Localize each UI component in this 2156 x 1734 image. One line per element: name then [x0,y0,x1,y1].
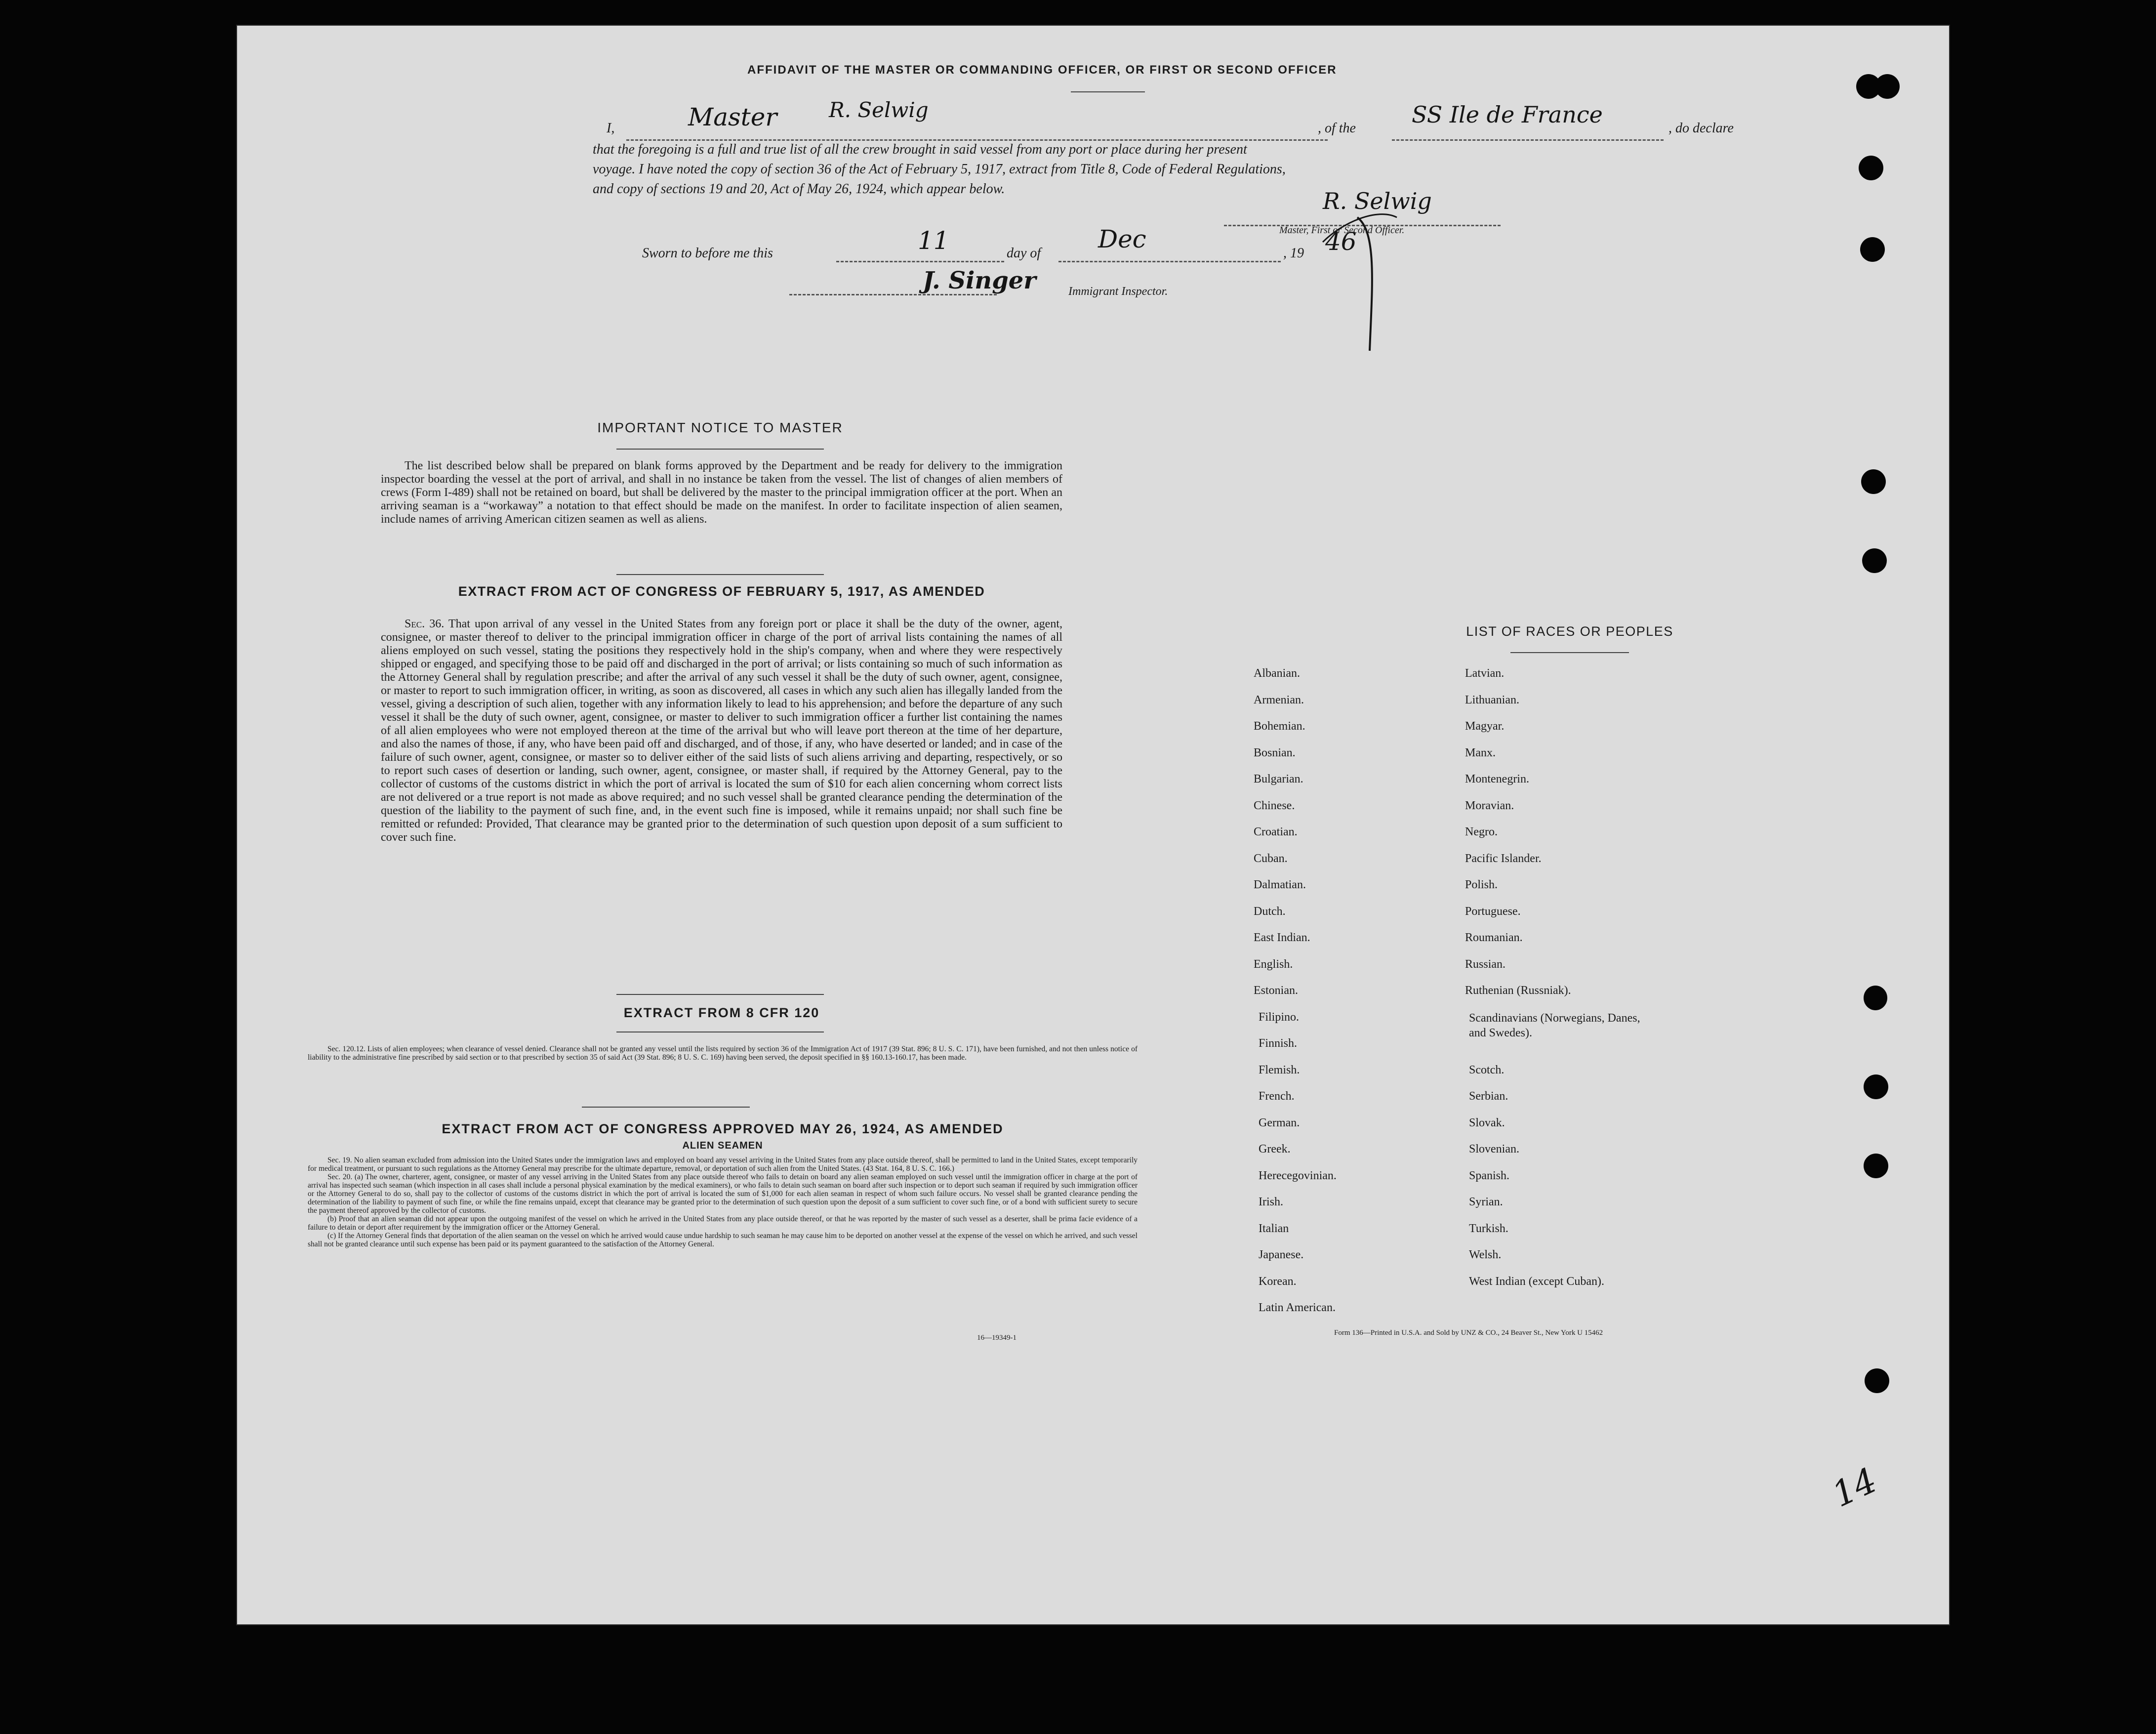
race-item: Manx. [1465,746,1496,759]
race-item: Polish. [1465,878,1498,891]
binder-hole [1860,237,1885,262]
race-item: Italian [1259,1222,1289,1235]
race-item: Dalmatian. [1254,878,1306,891]
race-item: Roumanian. [1465,931,1523,944]
month-line [1058,261,1281,262]
extract-1924-sec20a: Sec. 20. (a) The owner, charterer, agent, consignee, or master of any vessel arriving in the United States from any place outside thereof who fails to detain on board any alien seaman employed on such vessel until the immigration officer in charge at the port of arrival has inspected such seaman (which inspection in all cases shall include a personal physical examination by the medical examiners), or who fails to detain such seaman on board after such inspection or to deport such seaman if required by such immigration officer or the Attorney General to do so, shall pay to the collector of customs of the customs district in which the port of arrival is located the sum of $1,000 for each alien seaman in respect of whom such failure occurs. No vessel shall be granted clearance pending the determination of the liability to payment of such fine, or while the fine remains unpaid, except that clearance may be granted prior to the determination of such question upon the deposit of a sum sufficient to cover such fine, or of a bond with sufficient surety to secure the payment thereof approved by the collector of customs. [308,1173,1138,1215]
race-item: Herecegovinian. [1259,1169,1337,1182]
race-item: Irish. [1259,1196,1283,1208]
master-caption: Master, First or Second Officer. [1279,225,1405,236]
document-page [236,25,1950,1625]
race-item: Greek. [1259,1143,1291,1156]
race-item: Korean. [1259,1275,1297,1288]
extract-1917-title: EXTRACT FROM ACT OF CONGRESS OF FEBRUARY 5, 1917, AS AMENDED [458,584,985,599]
race-item: Serbian. [1469,1090,1508,1103]
race-item: Estonian. [1254,984,1298,997]
handwritten-page-number: 14 [1826,1460,1883,1515]
handwritten-year: 46 [1325,227,1357,256]
race-item: Portuguese. [1465,905,1521,918]
handwritten-master-signature: R. Selwig [829,98,929,122]
race-item: Negro. [1465,826,1498,838]
binder-hole [1862,548,1887,573]
affidavit-of-the: , of the [1318,121,1356,136]
extract-1924-title: EXTRACT FROM ACT OF CONGRESS APPROVED MAY 26, 1924, AS AMENDED [442,1121,1004,1136]
extract-1924-sec19: Sec. 19. No alien seaman excluded from admission into the United States under the immigration laws and employed on board any vessel arriving in the United States from any place outside thereof, shall be permitted to land in the United States, except temporarily for medical treatment, or pursuant to such regulations as the Attorney General may prescribe for the ultimate departure, removal, or deportation of such alien from the United States. (43 Stat. 164, 8 U. S. C. 166.) [308,1156,1138,1173]
inspector-caption: Immigrant Inspector. [1068,285,1168,298]
title-rule [1071,91,1145,92]
notice-end-rule [616,574,824,575]
extract-1917-body: That upon arrival of any vessel in the United States from any foreign port or place it shall be the duty of the owner, agent, consignee, or master thereof to deliver to the principal immigration officer in charge of the port of arrival lists containing the names of all aliens employed on such vessel, stating the positions they respectively hold in the ship's company, when and where they were respectively shipped or engaged, and specifying those to be paid off and discharged in the port of arrival; or lists containing so much of such information as the Attorney General shall by regulation prescribe; and after the arrival of any such vessel it shall be the duty of such owner, agent, consignee, or master to report to such immigration officer, in writing, as soon as discovered, all cases in which any such alien has illegally landed from the vessel, giving a description of such alien, together with any information likely to lead to his apprehension; and before the departure of any such vessel it shall be the duty of such owner, agent, consignee, or master to deliver to such immigration officer a further list containing the names of all alien employees who were not employed thereon at the time of the arrival but who will leave port thereon at the time of her departure, and also the names of those, if any, who have been paid off and discharged, and of those, if any, who have deserted or landed; and in case of the failure of such owner, agent, consignee, or master so to deliver either of the said lists of such aliens arriving and departing, respectively, or so to report such cases of desertion or landing, such owner, agent, consignee, or master shall, if required by the Attorney General, pay to the collector of customs of the customs district in which the port of arrival is located the sum of $10 for each alien concerning whom correct lists are not delivered or a true report is not made as above required; and no such vessel shall be granted clearance pending the determination of the question of the liability to the payment of such fine, and, in the event such fine is imposed, while it remains unpaid; nor shall such fine be remitted or refunded: Provided, That clearance may be granted prior to the determination of such question upon deposit of a sum sufficient to cover such fine. [381,618,1062,844]
race-item: Montenegrin. [1465,773,1529,785]
race-item: Syrian. [1469,1196,1503,1208]
race-item: Cuban. [1254,852,1288,865]
affidavit-line-2: that the foregoing is a full and true list of all the crew brought in said vessel from any port or place during her present [593,142,1247,157]
race-item: Turkish. [1469,1222,1508,1235]
extract-1917-text [381,618,1062,844]
race-item: Moravian. [1465,799,1514,812]
extract-1924-body [308,1156,1138,1248]
race-item: Flemish. [1259,1063,1300,1076]
sworn-prefix: Sworn to before me this [642,246,773,261]
race-item: English. [1254,957,1293,971]
race-item: Pacific Islander. [1465,852,1542,865]
race-item: Latvian. [1465,667,1505,680]
race-item: German. [1259,1116,1300,1129]
race-item: Japanese. [1259,1248,1304,1261]
race-item: Croatian. [1254,826,1298,838]
handwritten-vessel-name: SS Ile de France [1412,101,1603,128]
races-title: LIST OF RACES OR PEOPLES [1466,624,1673,639]
binder-hole [1864,1074,1888,1099]
extract-1924-code: 16—19349-1 [977,1334,1017,1342]
race-item: West Indian (except Cuban). [1469,1275,1604,1288]
race-item: Welsh. [1469,1248,1502,1261]
extract-1917-end-rule [616,994,824,995]
extract-cfr-end-rule [582,1107,750,1108]
notice-text: The list described below shall be prepared on blank forms approved by the Department and be ready for delivery to the immigration inspector boarding the vessel at the port of arrival, and shall in no instance be taken from the vessel. The list of changes of alien members of crews (Form I-489) shall not be retained on board, but shall be delivered by the master to the principal immigration officer at the port. When an arriving seaman is a “workaway” a notation to that effect should be made on the manifest. In order to facilitate inspection of alien seamen, include names of arriving American citizen seamen as well as aliens. [381,459,1062,526]
affidavit-title: AFFIDAVIT OF THE MASTER OR COMMANDING OFFICER, OR FIRST OR SECOND OFFICER [747,63,1337,77]
extract-1924-subtitle: ALIEN SEAMEN [682,1140,763,1151]
binder-hole [1864,986,1887,1010]
race-item: Slovak. [1469,1116,1505,1129]
race-item: Armenian. [1254,693,1304,706]
binder-hole [1875,74,1900,99]
extract-1917-sec-label: Sec. 36. [405,618,445,630]
day-line [836,261,1004,262]
sworn-year-prefix: , 19 [1283,246,1304,261]
binder-hole [1861,469,1886,494]
form-print-note: Form 136—Printed in U.S.A. and Sold by UNZ & CO., 24 Beaver St., New York U 15462 [1334,1329,1603,1337]
affidavit-line-3: voyage. I have noted the copy of section 36 of the Act of February 5, 1917, extract from Title 8, Code of Federal Regulations, [593,162,1286,177]
race-item: Lithuanian. [1465,693,1519,706]
race-item: Slovenian. [1469,1143,1519,1156]
race-item: Ruthenian (Russniak). [1465,984,1571,997]
extract-cfr-title: EXTRACT FROM 8 CFR 120 [623,1005,820,1020]
binder-hole [1864,1154,1888,1178]
race-item: Spanish. [1469,1169,1510,1182]
binder-hole [1859,156,1883,180]
race-item: Bosnian. [1254,746,1296,759]
race-item: French. [1259,1090,1295,1103]
race-item: Albanian. [1254,667,1300,680]
handwritten-title: Master [688,103,777,131]
sworn-day-of: day of [1007,246,1041,261]
race-item: Finnish. [1259,1037,1298,1050]
race-item: Magyar. [1465,720,1505,733]
affidavit-do-declare: , do declare [1668,121,1734,136]
race-item: Latin American. [1259,1301,1336,1314]
affidavit-line-4: and copy of sections 19 and 20, Act of May 26, 1924, which appear below. [593,181,1005,197]
binder-hole [1865,1368,1889,1393]
race-item: Bulgarian. [1254,773,1303,785]
races-rule [1510,652,1629,653]
race-item: Russian. [1465,957,1506,971]
affidavit-prefix: I, [607,121,615,136]
handwritten-inspector-signature: J. Singer [923,267,1036,294]
extract-cfr-text: Sec. 120.12. Lists of alien employees; when clearance of vessel denied. Clearance shall not be granted any vessel until the lists required by section 36 of the Immigration Act of 1917 (39 Stat. 896; 8 U. S. C. 171), have been furnished, and not then unless notice of liability to the administrative fine prescribed by said section or to that prescribed by section 35 of said Act (39 Stat. 896; 8 U. S. C. 169) having been served, the deposit specified in §§ 160.13-160.17, has been made. [308,1045,1138,1062]
extract-1924-sec20b: (b) Proof that an alien seaman did not appear upon the outgoing manifest of the vessel on which he arrived in the United States from any place outside thereof, or that he was reported by the master of such vessel as a deserter, shall be prima facie evidence of a failure to detain or deport after requirement by the immigration officer or the Attorney General. [308,1215,1138,1232]
race-item: East Indian. [1254,931,1310,944]
race-item: Scandinavians (Norwegians, Danes, and Swedes). [1469,1011,1640,1039]
signature-flourish-icon [1303,188,1402,356]
race-item: Bohemian. [1254,720,1305,733]
race-item: Filipino. [1259,1010,1300,1024]
race-item: Scotch. [1469,1063,1505,1076]
race-item: Dutch. [1254,905,1286,918]
handwritten-master-signature-2: R. Selwig [1323,188,1432,214]
notice-rule [616,449,824,450]
race-item: Chinese. [1254,799,1295,812]
extract-1924-sec20c: (c) If the Attorney General finds that deportation of the alien seaman on the vessel on which he arrived would cause undue hardship to such seaman he may cause him to be deported on another vessel at the expense of the vessel on which he arrived, and such vessel shall not be granted clearance until such expense has been paid or its payment guaranteed to the satisfaction of the Attorney General. [308,1232,1138,1248]
handwritten-day: 11 [918,226,949,255]
notice-title: IMPORTANT NOTICE TO MASTER [597,420,843,435]
handwritten-month: Dec [1098,225,1146,253]
